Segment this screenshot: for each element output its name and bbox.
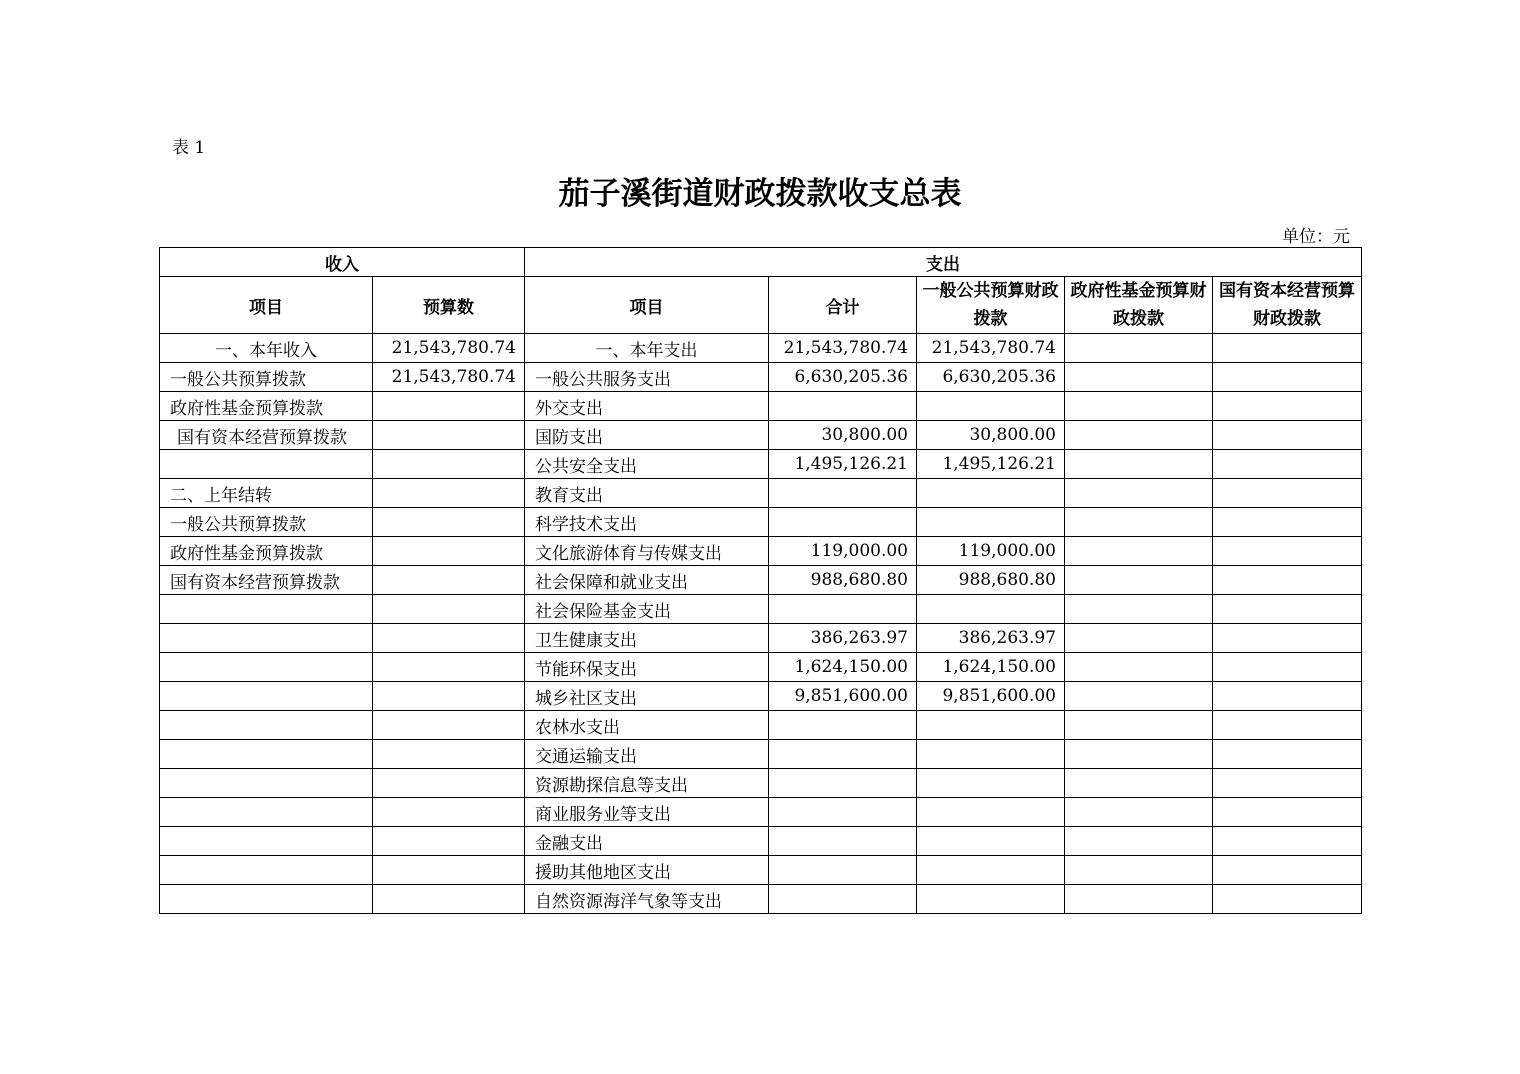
table-row (160, 769, 1362, 798)
income-item-cell (160, 769, 373, 798)
general-budget-cell (917, 392, 1065, 421)
state-capital-cell (1213, 624, 1362, 653)
gov-fund-cell (1065, 769, 1213, 798)
table-row (160, 827, 1362, 856)
state-capital-cell (1213, 479, 1362, 508)
income-budget-cell (373, 566, 525, 595)
gov-fund-cell (1065, 682, 1213, 711)
general-budget-cell: 6,630,205.36 (917, 363, 1065, 392)
income-budget-cell (373, 537, 525, 566)
expense-total-cell (769, 392, 917, 421)
page-title: 茄子溪街道财政拨款收支总表 (558, 176, 962, 212)
income-item-cell (160, 711, 373, 740)
income-budget-cell (373, 392, 525, 421)
income-item-cell (160, 653, 373, 682)
income-budget-cell (373, 711, 525, 740)
expense-item-cell: 资源勘探信息等支出 (525, 769, 769, 798)
expense-total-cell (769, 798, 917, 827)
income-budget-cell (373, 624, 525, 653)
income-item-cell (160, 740, 373, 769)
table-row (160, 856, 1362, 885)
income-budget-cell (373, 798, 525, 827)
expense-total-cell: 30,800.00 (769, 421, 917, 450)
expense-total-cell: 988,680.80 (769, 566, 917, 595)
col-expense-item: 项目 (525, 277, 769, 334)
general-budget-cell (917, 740, 1065, 769)
income-budget-cell (373, 682, 525, 711)
state-capital-cell (1213, 711, 1362, 740)
income-item-cell: 二、上年结转 (160, 479, 373, 508)
table-row (160, 711, 1362, 740)
income-budget-cell (373, 450, 525, 479)
income-item-cell (160, 450, 373, 479)
expense-item-cell: 一、本年支出 (525, 334, 769, 363)
expense-total-cell (769, 508, 917, 537)
expense-total-cell: 6,630,205.36 (769, 363, 917, 392)
table-row (160, 798, 1362, 827)
income-item-cell: 国有资本经营预算拨款 (160, 566, 373, 595)
expense-total-cell (769, 595, 917, 624)
expense-item-cell: 援助其他地区支出 (525, 856, 769, 885)
gov-fund-cell (1065, 856, 1213, 885)
gov-fund-cell (1065, 653, 1213, 682)
col-income-item: 项目 (160, 277, 373, 334)
state-capital-cell (1213, 856, 1362, 885)
table-row (160, 740, 1362, 769)
general-budget-cell (917, 885, 1065, 914)
income-budget-cell (373, 740, 525, 769)
general-budget-cell: 386,263.97 (917, 624, 1065, 653)
unit-label: 单位：元 (1282, 227, 1350, 247)
fiscal-summary-table (159, 247, 1362, 914)
income-header: 收入 (160, 248, 525, 277)
income-item-cell: 一般公共预算拨款 (160, 508, 373, 537)
gov-fund-cell (1065, 595, 1213, 624)
col-expense-total: 合计 (769, 277, 917, 334)
state-capital-cell (1213, 334, 1362, 363)
expense-total-cell (769, 827, 917, 856)
general-budget-cell (917, 827, 1065, 856)
state-capital-cell (1213, 595, 1362, 624)
expense-item-cell: 金融支出 (525, 827, 769, 856)
state-capital-cell (1213, 392, 1362, 421)
expense-item-cell: 卫生健康支出 (525, 624, 769, 653)
table-row (160, 566, 1362, 595)
state-capital-cell (1213, 885, 1362, 914)
income-item-cell (160, 595, 373, 624)
state-capital-cell (1213, 363, 1362, 392)
income-budget-cell: 21,543,780.74 (373, 334, 525, 363)
state-capital-cell (1213, 421, 1362, 450)
general-budget-cell: 9,851,600.00 (917, 682, 1065, 711)
state-capital-cell (1213, 537, 1362, 566)
table-row (160, 421, 1362, 450)
income-item-cell (160, 885, 373, 914)
col-income-budget: 预算数 (373, 277, 525, 334)
income-budget-cell (373, 856, 525, 885)
general-budget-cell (917, 856, 1065, 885)
table-row (160, 595, 1362, 624)
general-budget-cell: 119,000.00 (917, 537, 1065, 566)
expense-total-cell: 9,851,600.00 (769, 682, 917, 711)
state-capital-cell (1213, 827, 1362, 856)
general-budget-cell (917, 798, 1065, 827)
table-number-label: 表 1 (172, 138, 206, 158)
income-budget-cell (373, 595, 525, 624)
column-header-row (160, 277, 1362, 334)
general-budget-cell (917, 769, 1065, 798)
col-gov-fund: 政府性基金预算财政拨款 (1065, 277, 1213, 334)
expense-total-cell (769, 856, 917, 885)
state-capital-cell (1213, 740, 1362, 769)
income-item-cell: 一般公共预算拨款 (160, 363, 373, 392)
expense-item-cell: 文化旅游体育与传媒支出 (525, 537, 769, 566)
income-item-cell (160, 798, 373, 827)
income-budget-cell (373, 827, 525, 856)
income-budget-cell: 21,543,780.74 (373, 363, 525, 392)
gov-fund-cell (1065, 566, 1213, 595)
expense-item-cell: 自然资源海洋气象等支出 (525, 885, 769, 914)
general-budget-cell (917, 595, 1065, 624)
general-budget-cell (917, 508, 1065, 537)
expense-total-cell (769, 479, 917, 508)
general-budget-cell (917, 711, 1065, 740)
gov-fund-cell (1065, 508, 1213, 537)
table-row (160, 537, 1362, 566)
income-item-cell (160, 624, 373, 653)
general-budget-cell (917, 479, 1065, 508)
table-row (160, 363, 1362, 392)
income-budget-cell (373, 508, 525, 537)
gov-fund-cell (1065, 450, 1213, 479)
income-budget-cell (373, 653, 525, 682)
state-capital-cell (1213, 682, 1362, 711)
state-capital-cell (1213, 450, 1362, 479)
expense-item-cell: 节能环保支出 (525, 653, 769, 682)
table-row (160, 624, 1362, 653)
gov-fund-cell (1065, 740, 1213, 769)
expense-item-cell: 国防支出 (525, 421, 769, 450)
expense-item-cell: 一般公共服务支出 (525, 363, 769, 392)
state-capital-cell (1213, 508, 1362, 537)
expense-item-cell: 交通运输支出 (525, 740, 769, 769)
table-row (160, 885, 1362, 914)
income-budget-cell (373, 479, 525, 508)
state-capital-cell (1213, 798, 1362, 827)
income-budget-cell (373, 769, 525, 798)
income-item-cell (160, 856, 373, 885)
general-budget-cell: 30,800.00 (917, 421, 1065, 450)
table-row (160, 334, 1362, 363)
income-budget-cell (373, 885, 525, 914)
gov-fund-cell (1065, 479, 1213, 508)
table-row (160, 479, 1362, 508)
table-row (160, 450, 1362, 479)
income-item-cell: 国有资本经营预算拨款 (160, 421, 373, 450)
expense-total-cell (769, 711, 917, 740)
expense-total-cell (769, 769, 917, 798)
general-budget-cell: 988,680.80 (917, 566, 1065, 595)
expense-item-cell: 农林水支出 (525, 711, 769, 740)
group-header-row (160, 248, 1362, 277)
gov-fund-cell (1065, 537, 1213, 566)
gov-fund-cell (1065, 798, 1213, 827)
expense-total-cell: 119,000.00 (769, 537, 917, 566)
state-capital-cell (1213, 566, 1362, 595)
expense-item-cell: 商业服务业等支出 (525, 798, 769, 827)
expense-total-cell: 21,543,780.74 (769, 334, 917, 363)
general-budget-cell: 21,543,780.74 (917, 334, 1065, 363)
expense-item-cell: 科学技术支出 (525, 508, 769, 537)
expense-item-cell: 社会保险基金支出 (525, 595, 769, 624)
gov-fund-cell (1065, 334, 1213, 363)
gov-fund-cell (1065, 624, 1213, 653)
expense-item-cell: 教育支出 (525, 479, 769, 508)
income-item-cell (160, 682, 373, 711)
table-row (160, 653, 1362, 682)
expense-item-cell: 社会保障和就业支出 (525, 566, 769, 595)
general-budget-cell: 1,624,150.00 (917, 653, 1065, 682)
expense-item-cell: 城乡社区支出 (525, 682, 769, 711)
col-state-capital: 国有资本经营预算财政拨款 (1213, 277, 1362, 334)
expense-total-cell: 1,495,126.21 (769, 450, 917, 479)
state-capital-cell (1213, 769, 1362, 798)
expense-total-cell (769, 885, 917, 914)
gov-fund-cell (1065, 885, 1213, 914)
income-budget-cell (373, 421, 525, 450)
table-row (160, 508, 1362, 537)
gov-fund-cell (1065, 827, 1213, 856)
income-item-cell: 一、本年收入 (160, 334, 373, 363)
income-item-cell: 政府性基金预算拨款 (160, 392, 373, 421)
expense-total-cell: 386,263.97 (769, 624, 917, 653)
gov-fund-cell (1065, 363, 1213, 392)
expense-item-cell: 外交支出 (525, 392, 769, 421)
general-budget-cell: 1,495,126.21 (917, 450, 1065, 479)
expense-header: 支出 (525, 248, 1362, 277)
table-row (160, 682, 1362, 711)
state-capital-cell (1213, 653, 1362, 682)
col-general-budget: 一般公共预算财政拨款 (917, 277, 1065, 334)
income-item-cell: 政府性基金预算拨款 (160, 537, 373, 566)
income-item-cell (160, 827, 373, 856)
gov-fund-cell (1065, 711, 1213, 740)
expense-item-cell: 公共安全支出 (525, 450, 769, 479)
gov-fund-cell (1065, 421, 1213, 450)
expense-total-cell: 1,624,150.00 (769, 653, 917, 682)
gov-fund-cell (1065, 392, 1213, 421)
table-row (160, 392, 1362, 421)
expense-total-cell (769, 740, 917, 769)
